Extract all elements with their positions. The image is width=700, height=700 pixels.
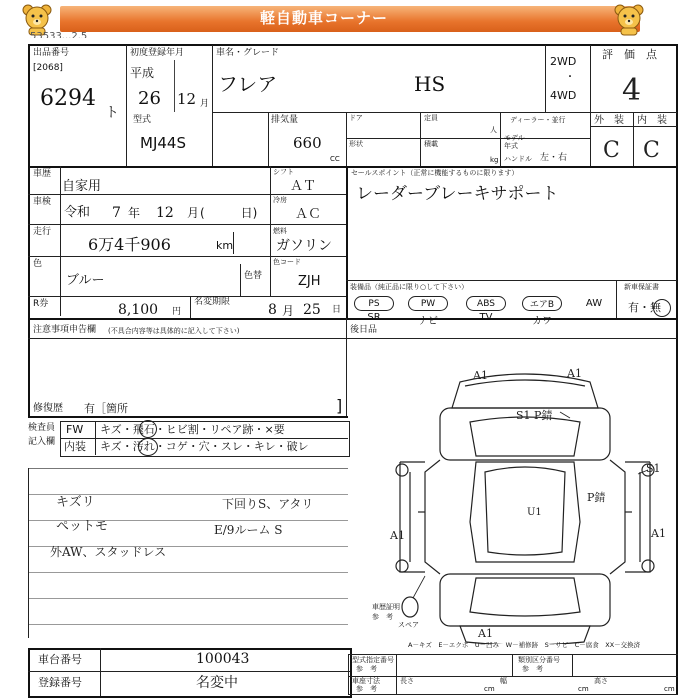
diagram-mark-2: A1 <box>567 367 582 380</box>
km-unit: km <box>216 239 234 252</box>
model-value: MJ44S <box>140 134 186 152</box>
warranty-circle <box>653 299 671 317</box>
mileage-label: 走行 <box>33 227 52 237</box>
dim-height-unit: cm <box>664 685 675 693</box>
memo-line-2: ペットモ <box>56 519 109 534</box>
dim-length: 長さ <box>400 677 414 685</box>
sales-point-label: セールスポイント（正常に機能するものに限ります） <box>351 169 519 177</box>
dim-ref: 参 考 <box>356 685 377 693</box>
diagram-mark-4: S1 <box>646 462 661 475</box>
name-deadline-label: 名変期限 <box>194 297 231 307</box>
inspection-era: 令和 <box>64 205 91 220</box>
class-label: 類別区分番号 <box>518 656 560 664</box>
lot-sub: [2068] <box>33 63 63 73</box>
capacity-label: 定員 <box>424 114 438 122</box>
usage-value: 自家用 <box>62 179 102 194</box>
repair-value: 有［箇所 <box>84 402 128 415</box>
recycle-check-ref: 参 考 <box>372 613 393 621</box>
aircon-label: 冷房 <box>273 196 287 204</box>
first-reg-label: 初度登録年月 <box>130 48 185 58</box>
recycle-value: 8,100 <box>118 302 159 318</box>
aircon-value: ＡＣ <box>295 207 322 222</box>
frame-left <box>28 44 30 416</box>
equip-navi: ナビ <box>418 316 438 327</box>
drive-2wd: 2WD <box>550 55 577 68</box>
diagram-mark-5: P錆 <box>587 491 606 504</box>
dim-width-unit: cm <box>578 685 589 693</box>
car-damage-diagram <box>380 362 670 644</box>
type-spec-label: 型式指定番号 <box>352 656 394 664</box>
car-name: フレア <box>218 72 278 96</box>
door-label: ドア <box>349 114 363 122</box>
caution-sub: (不具合内容等は具体的に記入して下さい) <box>108 327 240 335</box>
deadline-day: 25 <box>303 302 321 318</box>
diagram-mark-3: S1 P錆 <box>516 409 553 422</box>
bear-mascot-left-icon <box>20 2 54 36</box>
car-name-label: 車名・グレード <box>216 48 280 58</box>
cc-unit: CC <box>330 155 340 163</box>
dim-height: 高さ <box>594 677 608 685</box>
reg-month: 12 <box>177 90 197 108</box>
handle-label: ハンドル <box>504 155 532 163</box>
shape-label: 形状 <box>349 140 363 148</box>
load-label: 積載 <box>424 140 438 148</box>
exterior-grade: C <box>603 138 620 163</box>
spare-label: スペア <box>398 621 419 629</box>
usage-label: 車歴 <box>33 169 52 179</box>
displacement-label: 排気量 <box>271 115 299 125</box>
interior-label: 内 装 <box>637 115 667 126</box>
equip-aw: AW <box>585 298 603 309</box>
color-value: ブルー <box>66 273 105 288</box>
memo-right-1: 下回りS、アタリ <box>222 497 314 511</box>
memo-line-3: 外AW、スタッドレス <box>50 545 167 559</box>
inspection-year: 7 <box>112 205 121 221</box>
month-suffix: 月 <box>200 99 210 109</box>
frame-right <box>676 44 678 694</box>
sales-point-text: レーダーブレーキサポート <box>356 184 559 204</box>
model-year-label: モデル年式 <box>504 134 525 150</box>
inspection-year-suffix: 年 <box>128 206 141 220</box>
lot-label: 出品番号 <box>33 48 70 58</box>
chassis-number: 100043 <box>196 651 250 667</box>
equip-pw: PW <box>408 296 448 311</box>
deadline-day-unit: 日 <box>332 305 342 315</box>
inspector-fw: FW <box>66 423 84 436</box>
mileage-value: 6万4千906 <box>88 235 171 254</box>
diagram-mark-8: A1 <box>651 527 666 540</box>
bear-mascot-right-icon <box>612 2 646 36</box>
inspector-label-2: 記入欄 <box>28 437 56 447</box>
equip-abs: ABS <box>466 296 506 311</box>
color-change-label: 色替 <box>244 271 263 281</box>
warranty-label: 新車保証書 <box>624 283 659 291</box>
inspection-label: 車検 <box>33 197 52 207</box>
drive-4wd: 4WD <box>550 89 577 102</box>
dim-label: 車座寸法 <box>352 677 380 685</box>
reg-year: 26 <box>138 88 161 109</box>
inspector-fw-items: キズ・飛石・ヒビ割・リペア跡・×要 <box>100 423 285 436</box>
cut-number: 53533...2.5 <box>30 32 88 38</box>
inspection-month: 12 <box>156 205 174 221</box>
deadline-month: 8 <box>268 302 277 318</box>
dim-width: 幅 <box>500 677 507 685</box>
equip-sr: SR <box>367 312 381 323</box>
inspector-label-1: 検査員 <box>28 423 56 433</box>
equip-leather: カワ <box>532 316 552 327</box>
displacement-value: 660 <box>293 134 322 152</box>
rear-seat-label: 後日品 <box>350 325 378 335</box>
interior-grade: C <box>643 138 660 163</box>
class-ref: 参 考 <box>522 665 543 673</box>
reg-value: 名変中 <box>196 675 238 691</box>
chassis-label: 車台番号 <box>38 653 82 666</box>
type-spec-ref: 参 考 <box>356 665 377 673</box>
inspection-month-suffix: 月 <box>187 206 200 220</box>
repair-label: 修復歴 <box>33 403 63 414</box>
score-label: 評 価 点 <box>602 48 657 61</box>
equip-tv: TV <box>479 312 493 323</box>
era-label: 平成 <box>130 66 155 80</box>
recycle-label: R券 <box>33 299 49 309</box>
header-title: 軽自動車コーナー <box>260 9 389 27</box>
diagram-mark-9: A1 <box>478 627 493 640</box>
reg-label: 登録番号 <box>38 676 82 689</box>
dealer-label: ディーラー・並行 <box>510 116 566 124</box>
shift-label: シフト <box>273 168 294 176</box>
model-label: 型式 <box>133 115 152 125</box>
inspector-int: 内装 <box>64 440 86 453</box>
caution-label: 注意事項申告欄 <box>33 325 97 335</box>
kg-unit: kg <box>490 156 499 164</box>
person-unit: 人 <box>490 126 497 134</box>
fuel-value: ガソリン <box>276 238 332 254</box>
inspection-day: ( 日) <box>200 206 258 220</box>
memo-line-1: キズリ <box>56 495 95 510</box>
color-code-value: ZJH <box>298 274 321 289</box>
diagram-mark-1: A1 <box>473 369 488 382</box>
equipment-label: 装備品（純正品に限り○して下さい） <box>350 283 469 291</box>
fuel-label: 燃料 <box>273 227 287 235</box>
exterior-label: 外 装 <box>594 115 624 126</box>
warranty-value: 有・無 <box>628 301 661 314</box>
color-label: 色 <box>33 259 43 269</box>
dim-length-unit: cm <box>484 685 495 693</box>
equip-airbag: エアB <box>522 296 562 311</box>
shift-value: ＡＴ <box>290 179 317 194</box>
memo-right-2: E/9ルーム S <box>214 523 283 537</box>
inspector-int-items: キズ・汚れ・コゲ・穴・スレ・キレ・破レ <box>100 440 309 453</box>
yen-unit: 円 <box>172 307 182 317</box>
handle-opts: 左・右 <box>540 153 568 163</box>
diagram-mark-7: A1 <box>390 529 405 542</box>
diagram-mark-6: U1 <box>527 507 542 518</box>
damage-legend: A－キズ E－エクボ U－凹み W－補修跡 S－サビ C－腐食 XX－交換済 <box>408 641 641 649</box>
recycle-check: 車歴証明 <box>372 603 400 611</box>
lot-number: 6294 <box>40 86 96 111</box>
car-grade: HS <box>414 72 446 96</box>
color-code-label: 色コード <box>273 258 301 266</box>
score-value: 4 <box>622 73 642 108</box>
equip-ps: PS <box>354 296 394 311</box>
